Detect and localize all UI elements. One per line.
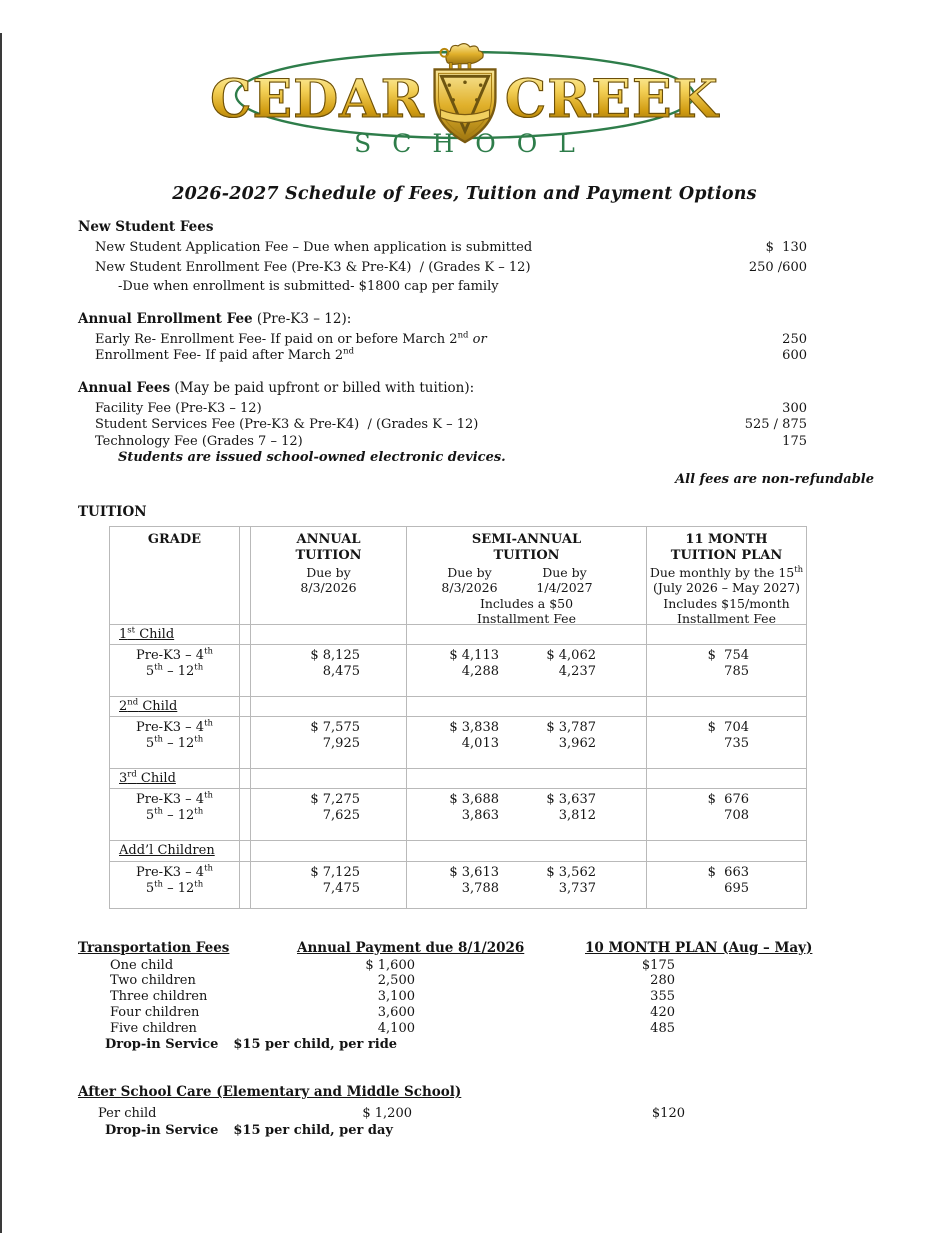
transportation-row: Four children 3,600 420	[110, 1004, 675, 1020]
transportation-plan-col-heading: 10 MONTH PLAN (Aug – May)	[585, 939, 813, 956]
annual-enrollment-heading: Annual Enrollment Fee (Pre-K3 – 12):	[78, 310, 352, 327]
after-care-row: Per child $ 1,200 $120	[98, 1105, 685, 1121]
grade-cell: Pre-K3 – 4th 5th – 12th	[110, 789, 240, 841]
fee-amount: 600	[782, 348, 807, 363]
col-header-semi-annual: SEMI-ANNUAL TUITION Due by Due by 8/3/2026 1/4/2027 Includes a $50 Installment Fee	[407, 527, 647, 625]
annual-fees-section	[0, 380, 929, 487]
group-label-2nd-child: 2nd Child	[110, 697, 240, 717]
school-logo	[210, 33, 719, 160]
new-student-fees-section	[0, 219, 929, 296]
transportation-row: Two children 2,500 280	[110, 973, 675, 989]
page-title: 2026-2027 Schedule of Fees, Tuition and Payment Options	[172, 184, 757, 204]
group-label-3rd-child: 3rd Child	[110, 769, 240, 789]
col-header-spacer	[240, 527, 251, 625]
annual-tuition-cell: $ 7,125 7,475	[251, 862, 407, 909]
plan-cell: $ 754 785	[647, 645, 807, 697]
fee-amount: 250	[782, 331, 807, 347]
annual-tuition-cell: $ 8,125 8,475	[251, 645, 407, 697]
plan-cell: $ 676 708	[647, 789, 807, 841]
semi-annual-cell: $ 3,688 3,863 $ 3,637 3,812	[407, 789, 647, 841]
semi-annual-cell: $ 3,838 4,013 $ 3,787 3,962	[407, 717, 647, 769]
fee-amount: 300	[782, 400, 807, 416]
fee-amount: 525 / 875	[744, 417, 807, 432]
tuition-heading: TUITION	[78, 503, 147, 520]
fee-label: New Student Enrollment Fee (Pre-K3 & Pre-K4) / (Grades K – 12)	[95, 259, 531, 275]
fee-row	[95, 240, 807, 255]
logo-school-text: SCHOOL	[354, 129, 596, 158]
semi-annual-cell: $ 4,113 4,288 $ 4,062 4,237	[407, 645, 647, 697]
fee-note: -Due when enrollment is submitted- $1800 cap per family	[118, 279, 499, 294]
transportation-row: Three children 3,100 355	[110, 989, 675, 1005]
fee-label: New Student Application Fee – Due when application is submitted	[95, 240, 533, 255]
fee-label: Technology Fee (Grades 7 – 12)	[95, 433, 303, 449]
fee-label: Enrollment Fee- If paid after March 2nd	[95, 346, 355, 363]
fee-row	[95, 434, 807, 451]
transportation-annual-col-heading: Annual Payment due 8/1/2026	[297, 939, 525, 956]
annual-tuition-cell: $ 7,575 7,925	[251, 717, 407, 769]
annual-tuition-cell: $ 7,275 7,625	[251, 789, 407, 841]
plan-cell: $ 663 695	[647, 862, 807, 909]
after-care-dropin-row: Drop-in Service $15 per child, per day	[105, 1123, 393, 1139]
annual-fees-heading: Annual Fees (May be paid upfront or billed with tuition):	[78, 379, 475, 396]
fee-row	[95, 417, 807, 434]
fee-row	[95, 260, 807, 275]
fee-amount: $ 130	[765, 240, 807, 255]
col-header-11-month: 11 MONTH TUITION PLAN Due monthly by the 15th (July 2026 – May 2027) Includes $15/month Installment Fee	[647, 527, 807, 625]
transportation-row: Five children 4,100 485	[110, 1020, 675, 1036]
fee-amount: 175	[782, 433, 807, 449]
semi-annual-cell: $ 3,613 3,788 $ 3,562 3,737	[407, 862, 647, 909]
devices-note: Students are issued school-owned electronic devices.	[118, 450, 506, 465]
fee-row	[95, 401, 807, 418]
tuition-table	[109, 526, 807, 909]
transportation-heading: Transportation Fees	[78, 939, 230, 956]
fee-row	[95, 332, 807, 349]
grade-cell: Pre-K3 – 4th 5th – 12th	[110, 645, 240, 697]
after-school-care-section	[0, 1084, 929, 1140]
logo-word-creek: CREEK	[504, 69, 719, 130]
non-refundable-note: All fees are non-refundable	[675, 471, 874, 487]
col-header-annual: ANNUAL TUITION Due by 8/3/2026	[251, 527, 407, 625]
new-student-fees-heading: New Student Fees	[78, 219, 214, 235]
page-edge-artifact	[0, 33, 2, 1233]
tuition-section	[0, 504, 929, 909]
transportation-section	[0, 940, 929, 1054]
fee-label: Early Re- Enrollment Fee- If paid on or before March 2nd or	[95, 330, 487, 347]
fee-amount: 250 /600	[748, 259, 807, 275]
fee-row	[95, 348, 807, 365]
fee-label: Facility Fee (Pre-K3 – 12)	[95, 400, 262, 416]
plan-cell: $ 704 735	[647, 717, 807, 769]
fee-label: Student Services Fee (Pre-K3 & Pre-K4) / (Grades K – 12)	[95, 417, 479, 432]
group-label-1st-child: 1st Child	[110, 625, 240, 645]
after-care-heading: After School Care (Elementary and Middle School)	[78, 1083, 462, 1100]
transportation-dropin-row: Drop-in Service $15 per child, per ride	[105, 1037, 398, 1053]
col-header-grade: GRADE	[110, 527, 240, 625]
grade-cell: Pre-K3 – 4th 5th – 12th	[110, 862, 240, 909]
crest-lion-icon	[440, 44, 483, 70]
transportation-row: One child $ 1,600 $175	[110, 957, 675, 973]
logo-word-cedar: CEDAR	[210, 69, 425, 130]
group-label-addl-children: Add’l Children	[110, 841, 240, 862]
annual-enrollment-section	[0, 311, 929, 365]
grade-cell: Pre-K3 – 4th 5th – 12th	[110, 717, 240, 769]
